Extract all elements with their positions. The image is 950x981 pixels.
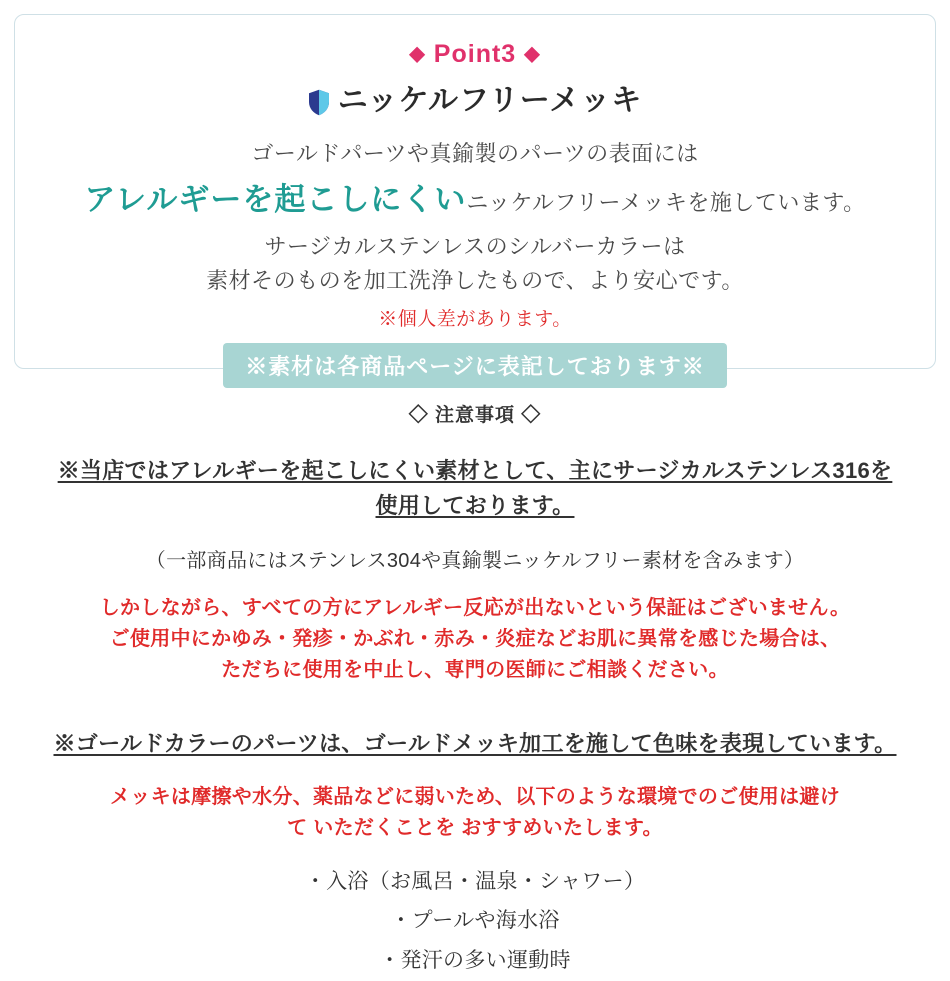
diamond-left-icon: ◆ [409, 43, 426, 65]
point-line-3: サージカルステンレスのシルバーカラーは [264, 234, 686, 260]
shield-icon [308, 89, 330, 116]
point-heading-text: ニッケルフリーメッキ [337, 83, 643, 117]
diamond-right-icon: ◆ [524, 43, 541, 65]
caution-main-2-text: ※ゴールドカラーのパーツは、ゴールドメッキ加工を施して色味を表現しています。 [53, 731, 897, 757]
caution-red-1 [0, 593, 950, 686]
caution-bullet-list [0, 862, 950, 981]
point-title-text: Point3 [433, 40, 517, 68]
list-item: ・プールや海水浴 [390, 909, 560, 933]
material-banner: ※素材は各商品ページに表記しております※ [223, 343, 727, 388]
caution-sub-1: （一部商品にはステンレス304や真鍮製ニッケルフリー素材を含みます） [145, 550, 805, 573]
list-item: ・入浴（お風呂・温泉・シャワー） [304, 869, 646, 893]
caution-red-2 [105, 782, 845, 844]
list-item: ・発汗の多い運動時 [379, 949, 571, 973]
cautions-section [0, 400, 950, 981]
caution-red-2-line-1: メッキは摩擦や水分、薬品などに弱いため、以下のような環境でのご使用は避けて [110, 785, 840, 839]
caution-red-1-line-2: ご使用中にかゆみ・発疹・かぶれ・赤み・炎症などお肌に異常を感じた場合は、 [109, 628, 841, 651]
point-line-4: 素材そのものを加工洗浄したもので、より安心です。 [206, 268, 744, 294]
point-line-1: ゴールドパーツや真鍮製のパーツの表面には [251, 140, 699, 166]
point-highlight-emphasis: アレルギーを起こしにくい [84, 181, 467, 217]
caution-main-1 [0, 453, 950, 523]
point-line-highlight [15, 175, 935, 225]
point-heading [15, 83, 935, 119]
caution-red-1-line-3: ただちに使用を中止し、専門の医師にご相談ください。 [221, 659, 729, 682]
caution-main-1-line-1: ※当店ではアレルギーを起こしにくい素材として、主にサージカルステンレス316を [57, 458, 893, 483]
caution-main-2 [0, 726, 950, 761]
caution-main-1-line-2: 使用しております。 [375, 493, 575, 519]
point-title [15, 41, 935, 69]
caution-red-1-line-1: しかしながら、すべての方にアレルギー反応が出ないという保証はございません。 [99, 597, 851, 620]
cautions-title: ◇ 注意事項 ◇ [408, 405, 542, 426]
point-highlight-rest: ニッケルフリーメッキを施しています。 [466, 189, 866, 215]
caution-red-2-line-2: いただくことを おすすめいたします。 [313, 816, 663, 839]
point-card [14, 14, 936, 380]
point-note: ※個人差があります。 [378, 309, 572, 331]
